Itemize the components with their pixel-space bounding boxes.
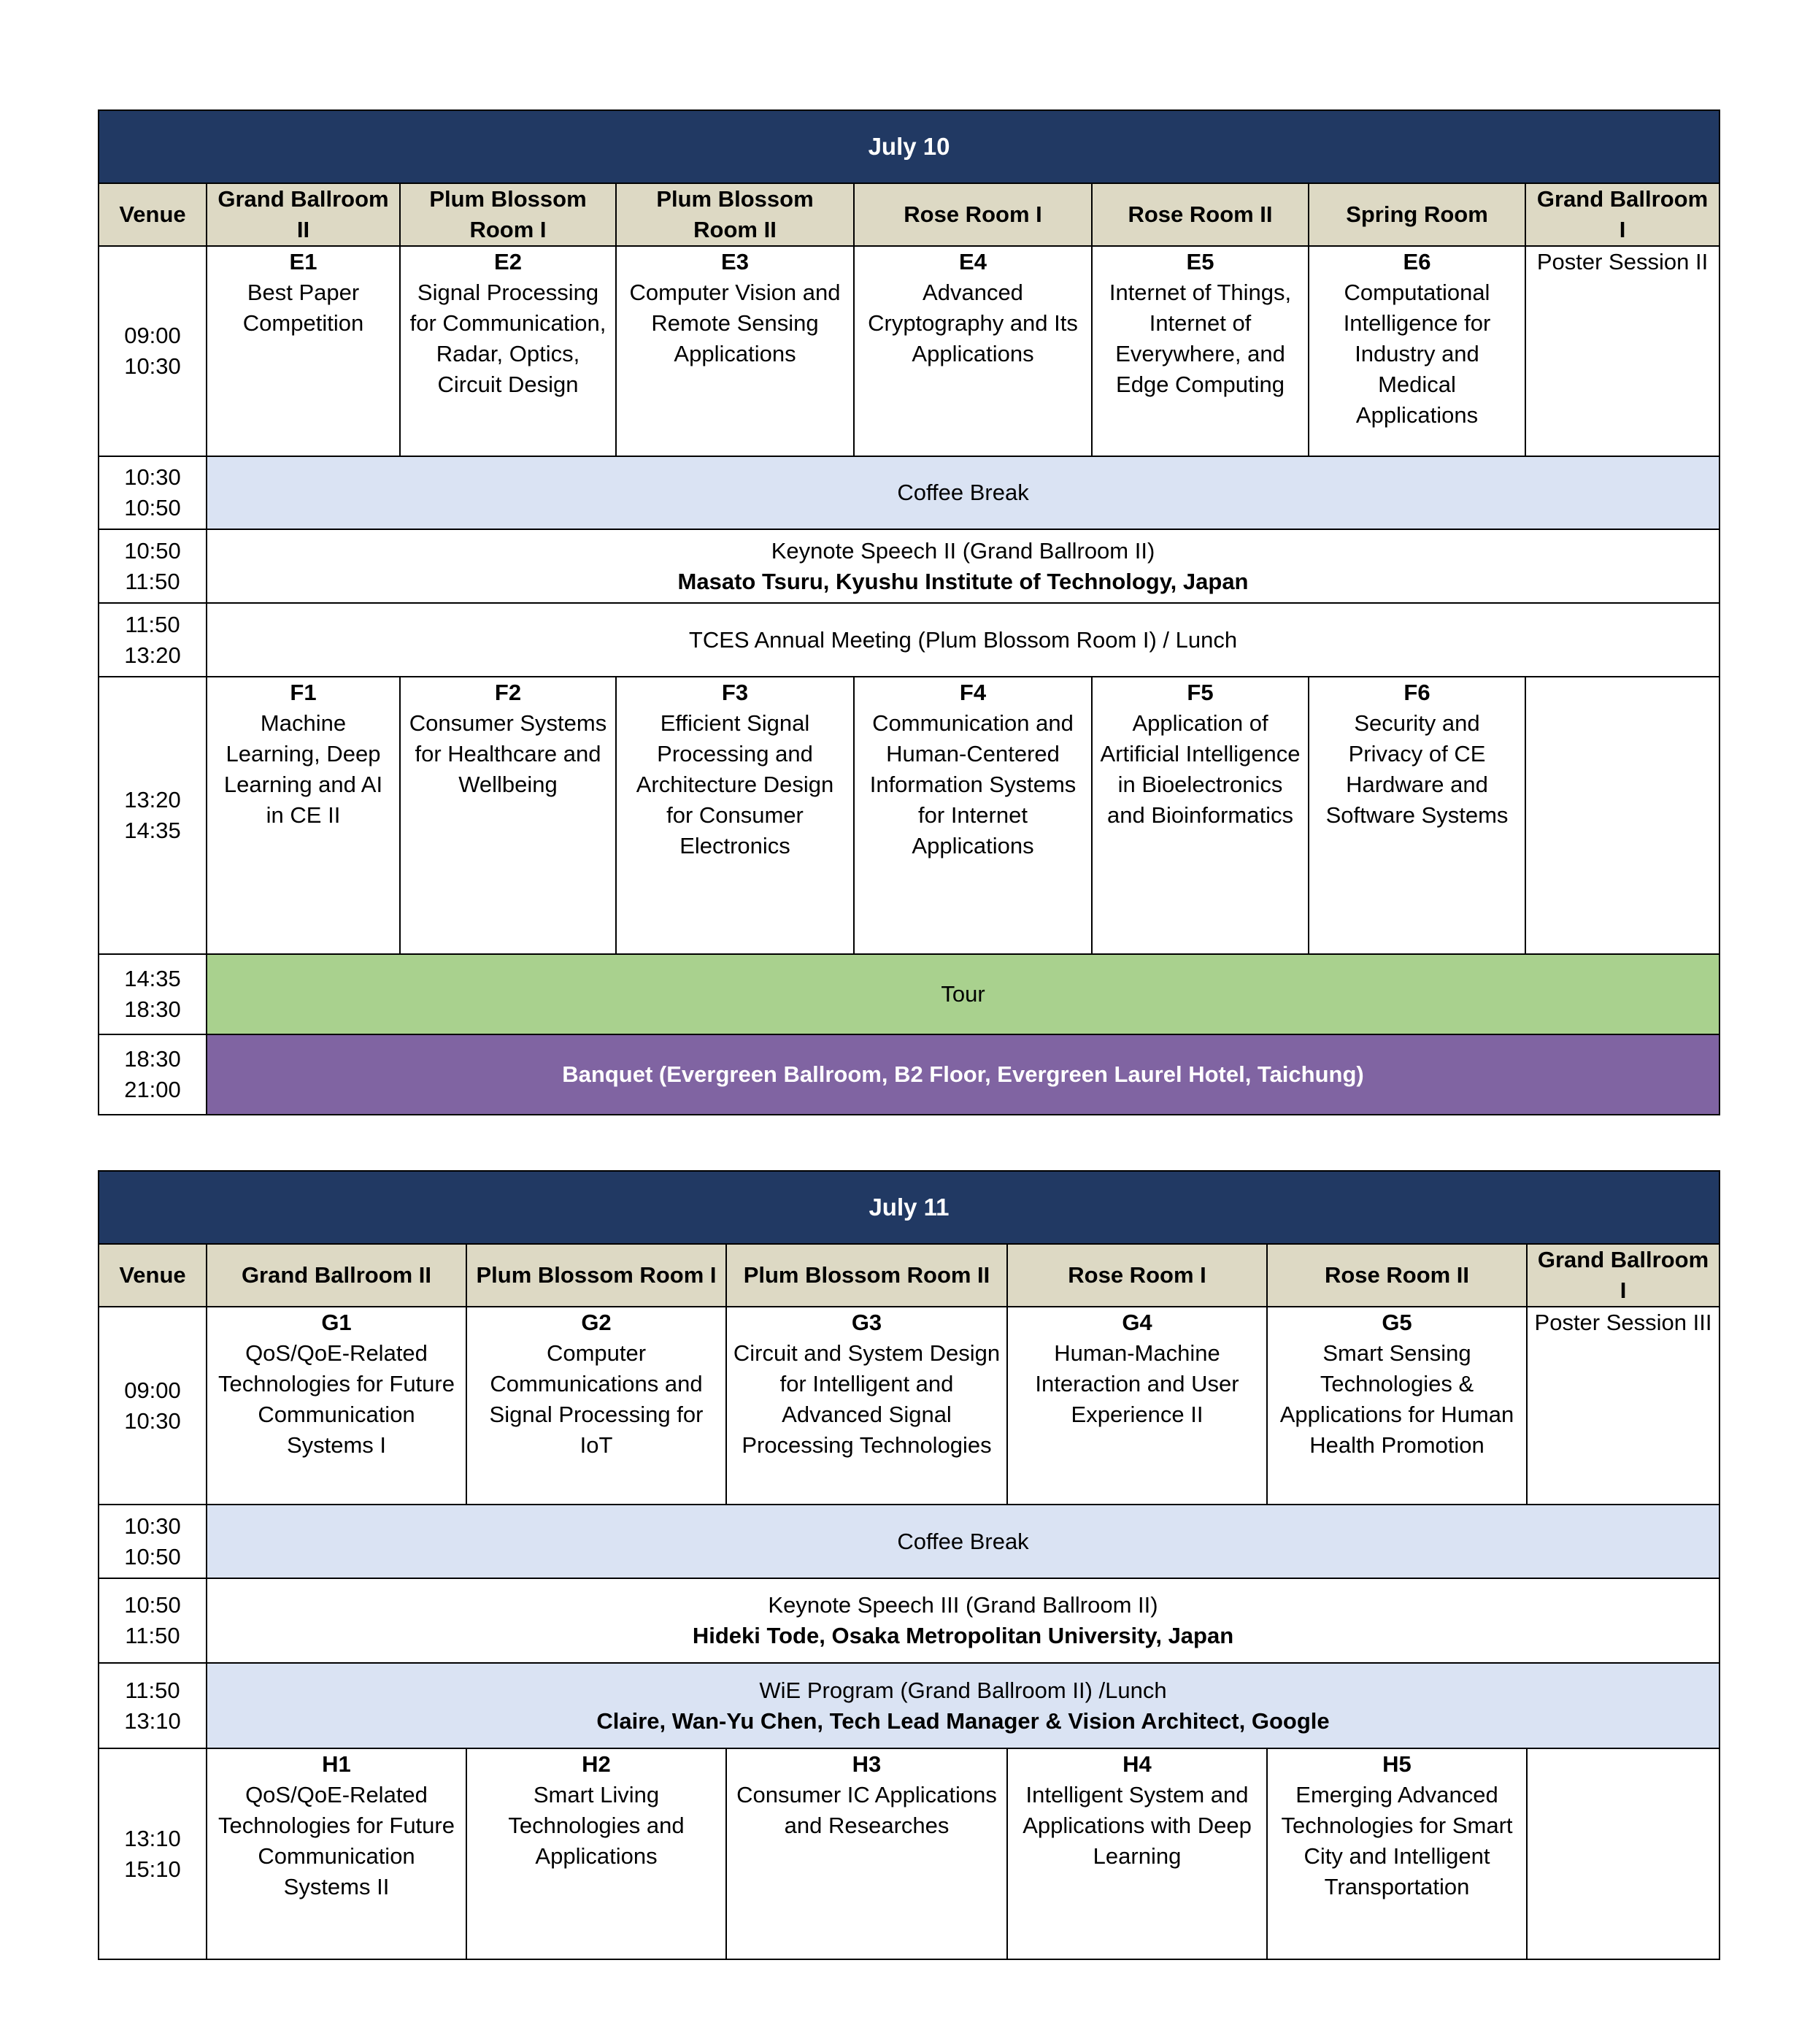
- time-start: 09:00: [124, 323, 181, 348]
- time-start: 13:10: [124, 1825, 181, 1851]
- session-code: F2: [494, 680, 522, 705]
- day2-afternoon-sessions-row: [99, 1748, 1720, 1959]
- time-start: 11:50: [125, 1677, 180, 1703]
- day2-morning-sessions-row: [99, 1307, 1720, 1505]
- session-title: Security and Privacy of CE Hardware and Software Systems: [1325, 710, 1509, 828]
- empty-cell: [1525, 677, 1720, 954]
- poster-session-cell: [1527, 1307, 1720, 1505]
- time-start: 10:50: [124, 537, 181, 564]
- time-end: 15:10: [124, 1856, 181, 1882]
- session-code: H1: [322, 1751, 351, 1777]
- session-code: E5: [1186, 249, 1214, 274]
- session-cell: [1007, 1748, 1267, 1959]
- keynote-cell: [207, 529, 1720, 603]
- session-code: E6: [1403, 249, 1431, 274]
- time-cell: [99, 1663, 207, 1748]
- keynote-cell: [207, 1578, 1720, 1663]
- time-end: 13:20: [124, 642, 181, 668]
- day1-meeting-row: [99, 603, 1720, 677]
- session-code: H4: [1122, 1751, 1152, 1777]
- day1-date-title: July 10: [99, 110, 1720, 183]
- day2-keynote-row: [99, 1578, 1720, 1663]
- time-cell: [99, 1307, 207, 1505]
- session-code: F1: [290, 680, 317, 705]
- session-cell: [1092, 677, 1309, 954]
- session-title: Human-Machine Interaction and User Experience II: [1035, 1340, 1239, 1427]
- time-start: 09:00: [124, 1377, 181, 1403]
- session-title: Consumer IC Applications and Researches: [736, 1782, 997, 1838]
- day1-venue-header: Grand Ballroom II: [207, 183, 400, 246]
- keynote-speaker: Hideki Tode, Osaka Metropolitan University, Japan: [692, 1623, 1234, 1648]
- session-title: QoS/QoE-Related Technologies for Future Communication Systems II: [218, 1782, 455, 1899]
- keynote-speaker: Masato Tsuru, Kyushu Institute of Technology, Japan: [677, 568, 1249, 594]
- time-cell: [99, 1578, 207, 1663]
- session-title: Signal Processing for Communication, Radar, Optics, Circuit Design: [409, 280, 606, 397]
- session-cell: [207, 1307, 466, 1505]
- time-start: 11:50: [125, 611, 180, 637]
- poster-session-cell: [1525, 246, 1720, 456]
- session-title: Best Paper Competition: [242, 280, 364, 336]
- day2-coffee-row: [99, 1505, 1720, 1578]
- session-title: Smart Sensing Technologies & Applications for Human Health Promotion: [1279, 1340, 1514, 1458]
- time-start: 10:30: [124, 1513, 181, 1539]
- session-title: Smart Living Technologies and Applications: [508, 1782, 685, 1869]
- session-cell: [854, 677, 1092, 954]
- time-start: 18:30: [124, 1046, 181, 1072]
- time-start: 10:30: [124, 464, 181, 490]
- time-end: 10:30: [124, 1407, 181, 1434]
- day1-venue-label: Venue: [99, 183, 207, 246]
- session-code: G5: [1382, 1310, 1412, 1335]
- day2-venue-header: Grand Ballroom I: [1527, 1244, 1720, 1307]
- time-end: 10:30: [124, 353, 181, 379]
- session-title: Advanced Cryptography and Its Applications: [868, 280, 1078, 366]
- session-cell: [726, 1307, 1007, 1505]
- day1-venue-header: Spring Room: [1309, 183, 1525, 246]
- session-title: Application of Artificial Intelligence in Bioelectronics and Bioinformatics: [1100, 710, 1301, 828]
- session-title: Consumer Systems for Healthcare and Wellbeing: [409, 710, 607, 797]
- time-end: 10:50: [124, 495, 181, 520]
- time-end: 11:50: [125, 568, 180, 594]
- session-cell: [1309, 246, 1525, 456]
- day2-wie-row: [99, 1663, 1720, 1748]
- day1-afternoon-sessions-row: [99, 677, 1720, 954]
- session-title: Poster Session III: [1534, 1310, 1712, 1335]
- wie-label: WiE Program (Grand Ballroom II) /Lunch: [759, 1677, 1167, 1703]
- session-cell: [1267, 1748, 1527, 1959]
- wie-speaker: Claire, Wan-Yu Chen, Tech Lead Manager & Vision Architect, Google: [596, 1707, 1330, 1734]
- tour-cell: Tour: [207, 954, 1720, 1034]
- session-code: H3: [852, 1751, 882, 1777]
- session-title: Computational Intelligence for Industry and Medical Applications: [1343, 280, 1491, 428]
- time-cell: [99, 1505, 207, 1578]
- day1-venue-header: Plum Blossom Room II: [616, 183, 854, 246]
- session-cell: [854, 246, 1092, 456]
- session-cell: [726, 1748, 1007, 1959]
- day1-venue-header: Rose Room I: [854, 183, 1092, 246]
- session-code: G2: [581, 1310, 612, 1335]
- session-title: Computer Vision and Remote Sensing Applications: [629, 280, 841, 366]
- time-cell: [99, 529, 207, 603]
- session-code: F4: [959, 680, 987, 705]
- session-cell: [616, 246, 854, 456]
- session-code: G4: [1122, 1310, 1152, 1335]
- time-end: 10:50: [124, 1543, 181, 1570]
- session-title: Internet of Things, Internet of Everywhere, and Edge Computing: [1109, 280, 1292, 397]
- session-code: E3: [721, 249, 749, 274]
- session-code: G3: [851, 1310, 882, 1335]
- time-cell: [99, 456, 207, 529]
- session-cell: [1092, 246, 1309, 456]
- wie-program-cell: [207, 1663, 1720, 1748]
- session-cell: [1309, 677, 1525, 954]
- keynote-label: Keynote Speech II (Grand Ballroom II): [771, 537, 1155, 564]
- day2-venue-header: Rose Room II: [1267, 1244, 1527, 1307]
- session-title: Communication and Human-Centered Information Systems for Internet Applications: [869, 710, 1077, 858]
- day2-schedule-table: [98, 1170, 1720, 1960]
- meeting-cell: TCES Annual Meeting (Plum Blossom Room I) / Lunch: [207, 603, 1720, 677]
- time-start: 13:20: [124, 787, 181, 812]
- time-end: 18:30: [124, 996, 181, 1022]
- session-cell: [616, 677, 854, 954]
- day2-venue-header: Plum Blossom Room II: [726, 1244, 1007, 1307]
- session-cell: [466, 1748, 726, 1959]
- empty-cell: [1527, 1748, 1720, 1959]
- day1-venue-header: Plum Blossom Room I: [400, 183, 616, 246]
- session-cell: [207, 246, 400, 456]
- keynote-label: Keynote Speech III (Grand Ballroom II): [768, 1592, 1158, 1618]
- day1-tour-row: [99, 954, 1720, 1034]
- day1-venue-header: Grand Ballroom I: [1525, 183, 1720, 246]
- day1-coffee-row: [99, 456, 1720, 529]
- day2-venue-header: Rose Room I: [1007, 1244, 1267, 1307]
- session-cell: [400, 677, 616, 954]
- session-title: Efficient Signal Processing and Architecture Design for Consumer Electronics: [636, 710, 834, 858]
- day1-banquet-row: [99, 1034, 1720, 1115]
- time-start: 14:35: [124, 966, 181, 991]
- time-cell: [99, 1748, 207, 1959]
- time-start: 10:50: [124, 1592, 181, 1618]
- session-code: H2: [582, 1751, 611, 1777]
- session-title: Poster Session II: [1536, 249, 1709, 274]
- time-end: 14:35: [124, 818, 181, 843]
- session-cell: [1007, 1307, 1267, 1505]
- day1-morning-sessions-row: [99, 246, 1720, 456]
- day2-venue-label: Venue: [99, 1244, 207, 1307]
- session-title: Circuit and System Design for Intelligent and Advanced Signal Processing Technologies: [733, 1340, 1001, 1458]
- session-code: F5: [1187, 680, 1214, 705]
- time-cell: [99, 246, 207, 456]
- day2-venue-header: Plum Blossom Room I: [466, 1244, 726, 1307]
- session-title: Computer Communications and Signal Processing for IoT: [489, 1340, 704, 1458]
- day1-schedule-table: [98, 110, 1720, 1115]
- day1-venue-header: Rose Room II: [1092, 183, 1309, 246]
- session-code: E2: [494, 249, 522, 274]
- time-cell: [99, 954, 207, 1034]
- session-code: G1: [321, 1310, 352, 1335]
- session-cell: [466, 1307, 726, 1505]
- coffee-break-cell: Coffee Break: [207, 456, 1720, 529]
- session-cell: [207, 1748, 466, 1959]
- coffee-break-cell: Coffee Break: [207, 1505, 1720, 1578]
- session-cell: [1267, 1307, 1527, 1505]
- time-end: 11:50: [125, 1623, 180, 1648]
- time-cell: [99, 603, 207, 677]
- session-title: Emerging Advanced Technologies for Smart City and Intelligent Transportation: [1281, 1782, 1513, 1899]
- time-cell: [99, 677, 207, 954]
- session-cell: [400, 246, 616, 456]
- session-code: H5: [1382, 1751, 1412, 1777]
- session-title: Intelligent System and Applications with Deep Learning: [1023, 1782, 1252, 1869]
- session-cell: [207, 677, 400, 954]
- banquet-cell: Banquet (Evergreen Ballroom, B2 Floor, Evergreen Laurel Hotel, Taichung): [207, 1034, 1720, 1115]
- session-title: QoS/QoE-Related Technologies for Future Communication Systems I: [218, 1340, 455, 1458]
- session-title: Machine Learning, Deep Learning and AI in CE II: [223, 710, 383, 828]
- session-code: E4: [959, 249, 987, 274]
- time-cell: [99, 1034, 207, 1115]
- day2-venue-header: Grand Ballroom II: [207, 1244, 466, 1307]
- day2-date-title: July 11: [99, 1171, 1720, 1244]
- time-end: 21:00: [124, 1077, 181, 1102]
- session-code: F3: [721, 680, 749, 705]
- session-code: E1: [289, 249, 317, 274]
- day1-keynote-row: [99, 529, 1720, 603]
- session-code: F6: [1403, 680, 1430, 705]
- time-end: 13:10: [124, 1707, 181, 1734]
